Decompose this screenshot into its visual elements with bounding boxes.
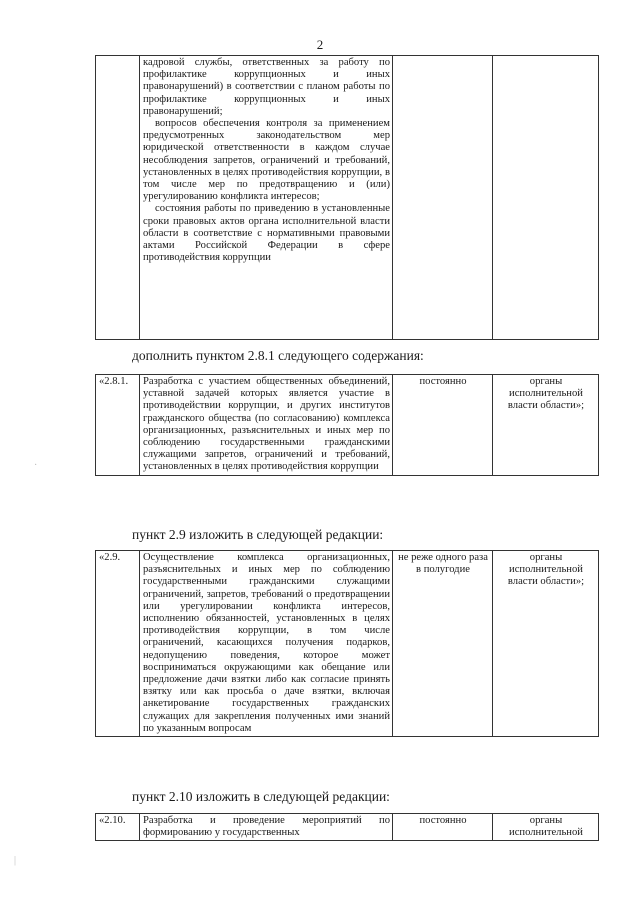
row-number-cell — [96, 56, 140, 340]
instruction-text: пункт 2.9 изложить в следующей редакции: — [132, 527, 384, 542]
row-executor-cell — [493, 56, 599, 340]
row-text-cell — [140, 56, 393, 340]
row-executor-cell: органы исполнительной власти области»; — [493, 375, 599, 476]
table-item-2-10 — [95, 813, 599, 841]
row-executor-cell: органы исполнительной — [493, 814, 599, 841]
row-term-cell: не реже одного раза в полугодие — [393, 551, 493, 737]
row-text-cell: Разработка с участием общественных объединений, уставной задачей которых является участие в противодействии коррупции, и других институтов гражданского общества (по согласованию) комплекса организационных, разъяснительных и иных мер по соблюдению государственными гражданскими служащими запретов, ограничений и требований, установленных в целях противодействия коррупции — [140, 375, 393, 476]
table-item-2-8-1 — [95, 374, 599, 476]
row-term-cell: постоянно — [393, 814, 493, 841]
row-term-cell — [393, 56, 493, 340]
instruction-text: дополнить пунктом 2.8.1 следующего содержания: — [132, 348, 424, 363]
table-item-2-9 — [95, 550, 599, 737]
row-text-cell: Разработка и проведение мероприятий по формированию у государственных — [140, 814, 393, 841]
table-row — [96, 56, 599, 340]
paragraph: кадровой службы, ответственных за работу по профилактике коррупционных и иных правонарушений) в соответствии с планом работы по профилактике коррупционных и иных правонарушений; — [143, 57, 390, 117]
instruction-text: пункт 2.10 изложить в следующей редакции: — [132, 789, 390, 804]
table-row — [96, 814, 599, 841]
paragraph: состояния работы по приведению в установленные сроки правовых актов органа исполнительной власти области в соответствие с нормативными правовыми актами Российской Федерации в сфере противодействия коррупции — [143, 203, 390, 264]
row-number-cell: «2.9. — [96, 551, 140, 737]
page-number: 2 — [316, 37, 324, 52]
scan-speck: | — [14, 855, 17, 866]
scan-speck: · — [34, 460, 38, 471]
row-text-cell: Осуществление комплекса организационных, разъяснительных и иных мер по соблюдению государственными гражданскими служащими ограничений, запретов, требований о предотвращении или урегулировании конфликта интересов, исполнению обязанностей, установленных в целях противодействия коррупции, в том числе ограничений, касающихся получения подарков, недопущению поведения, которое может восприниматься окружающими как обещание или предложение дачи взятки либо как согласие принять взятку или как просьба о даче взятки, включая анкетирование государственных гражданских служащих для закрепления полученных ими знаний по указанным вопросам — [140, 551, 393, 737]
row-term-cell: постоянно — [393, 375, 493, 476]
table-row — [96, 551, 599, 737]
table-continuation — [95, 55, 599, 340]
table-row — [96, 375, 599, 476]
paragraph: вопросов обеспечения контроля за применением предусмотренных законодательством мер юридической ответственности в каждом случае несоблюдения запретов, ограничений и требований, установленных в целях противодействия коррупции, в том числе мер по предотвращению и (или) урегулированию конфликта интересов; — [143, 118, 390, 203]
row-number-cell: «2.8.1. — [96, 375, 140, 476]
row-number-cell: «2.10. — [96, 814, 140, 841]
row-executor-cell: органы исполнительной власти области»; — [493, 551, 599, 737]
